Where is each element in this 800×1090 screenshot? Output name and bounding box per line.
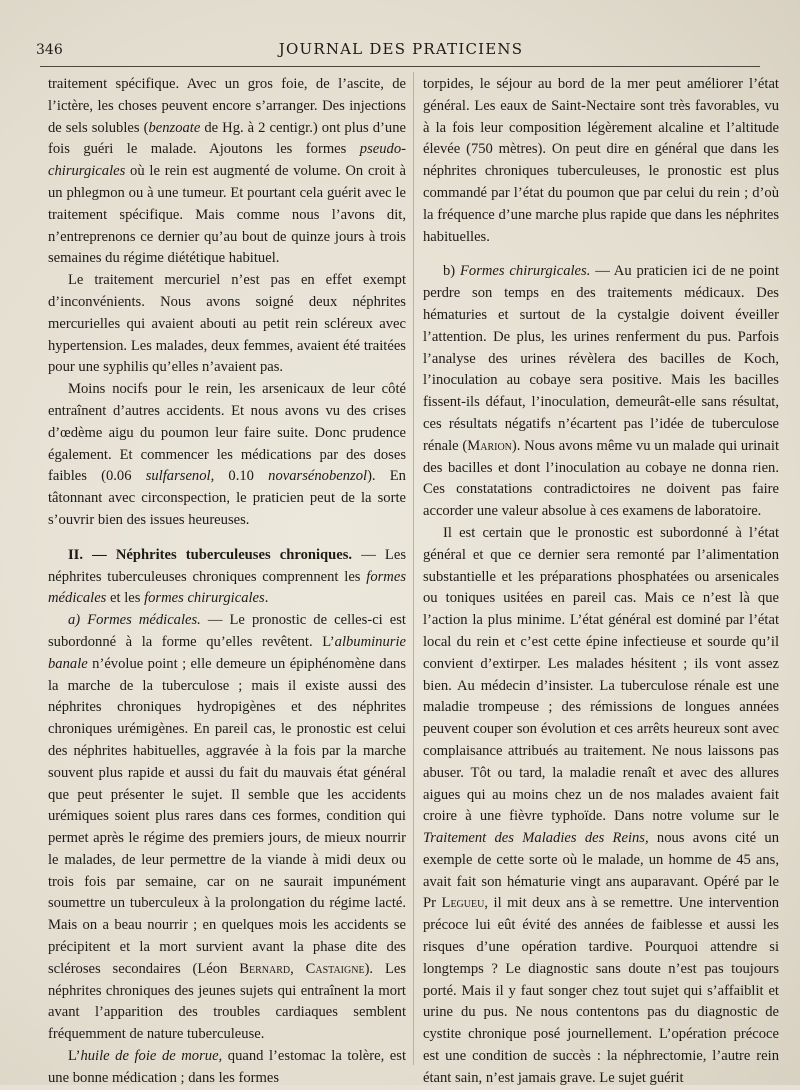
paragraph: Le traitement mercuriel n’est pas en effet exempt d’inconvénients. Nous avons soigné deux néphrites mercurielles qui avaient abouti au petit rein scléreux avec hypertension. Les malades, deux femmes, avaient été traitées pour une syphilis qu’elles n’avaient pas. [48, 272, 406, 376]
paragraph: a) Formes médicales. — Le pronostic de celles-ci est subordonné à la forme qu’elles revêtent. L’albuminurie banale n’évolue point ; elle demeure un épiphénomène dans la marche de la tuberculose ; mais il existe aussi des néphrites chroniques hydropigènes et des néphrites chroniques urémigènes. En pareil cas, le pronostic est celui des néphrites habituelles, aggravée à la fois par la marche souvent plus rapide et aussi du fait du mauvais état général que peut présenter le sujet. Il semble que les accidents urémiques soient plus rares dans ces formes, condition qui permet après le régime des premiers jours, de mieux nourrir le malades, de leur permettre de la viande à midi deux ou trois fois par semaine, car on ne saurait impunément soumettre un tuberculeux à la prolongation du régime lacté. Mais on a beau nourrir ; en quelques mois les accidents se précipitent et la mort survient avant la phase dite des scléroses secondaires (Léon Bernard, Castaigne). Les néphrites chroniques des jeunes sujets qui entraînent la mort avant l’apparition des troubles cardiaques semblent fréquemment de nature tuberculeuse. [48, 612, 407, 1043]
paragraph: L’huile de foie de morue, quand l’estomac la tolère, est une bonne médication ; dans les formes [48, 1048, 406, 1086]
paragraph: torpides, le séjour au bord de la mer peut améliorer l’état général. Les eaux de Saint-Nectaire sont très favorables, vu à la fois leur composition légèrement alcaline et l’altitude élevée (750 mètres). On peut dire en général que dans les néphrites chroniques tuberculeuses, le pronostic est plus commandé par l’état du poumon que par celui du rein ; d’où la fréquence d’une marche plus rapide que dans les néphrites habituelles. [423, 76, 779, 245]
section-heading: II. — Néphrites tuberculeuses chroniques. [68, 546, 353, 563]
column-gutter [413, 72, 414, 1065]
right-column [423, 74, 780, 1086]
section-paragraph: II. — Néphrites tuberculeuses chroniques. — Les néphrites tuberculeuses chroniques comprennent les formes médicales et les formes chirurgicales. [48, 546, 406, 607]
header-rule [40, 66, 760, 67]
left-column [48, 74, 407, 1086]
page-header [32, 40, 770, 62]
page-number: 346 [36, 42, 63, 58]
paragraph: b) Formes chirurgicales. — Au praticien ici de ne point perdre son temps en des traitements médicaux. Des hématuries et surtout de la cystalgie doivent éveiller l’attention. De plus, les urines renferment du pus. Parfois l’analyse des urines révèlera des bacilles de Koch, l’inoculation au cobaye sera positive. Mais les bacilles fissent-ils défaut, l’inoculation, demeurât-elle sans résultat, ces résultats négatifs n’écartent pas l’idée de tuberculose rénale (Marion). Nous avons même vu un malade qui urinait des bacilles et dont l’inoculation au cobaye ne donna rien. Ces constatations contradictoires ne doivent pas faire accorder une valeur absolue à ces examens de laboratoire. [423, 263, 780, 520]
running-title: JOURNAL DES PRATICIENS [278, 40, 524, 58]
paragraph: traitement spécifique. Avec un gros foie, de l’ascite, de l’ictère, les choses peuvent encore s’arranger. Des injections de sels solubles (benzoate de Hg. à 2 centigr.) ont plus d’une fois guéri le malade. Ajoutons les formes pseudo-chirurgicales où le rein est augmenté de volume. On croit à un phlegmon ou à une tumeur. Et pourtant cela guérit avec le traitement spécifique. Mais comme nous l’avons dit, n’entreprenons ce dernier qu’au bout de quinze jours à trois semaines du régime diététique habituel. [48, 76, 406, 267]
paragraph: Moins nocifs pour le rein, les arsenicaux de leur côté entraînent d’autres accidents. Et nous avons vu des crises d’œdème aigu du poumon leur faire suite. Donc prudence également. Et commencer les médications par des doses faibles (0.06 sulfarsenol, 0.10 novarsénobenzol). En tâtonnant avec circonspection, le praticien peut de la sorte s’ouvrir bien des issues heureuses. [48, 381, 406, 528]
paragraph: Il est certain que le pronostic est subordonné à l’état général et que ce dernier sera remonté par l’alimentation substantielle et les préparations phosphatées ou arsenicales ou toniques usitées en pareil cas. Mais ce n’est là que l’action la plus minime. L’état général est dominé par l’état local du rein et c’est cette épine infectieuse et sourde qu’il convient d’extirper. Les malades hésitent ; ils vont assez bien. Au médecin d’insister. La tuberculose rénale est une maladie trompeuse ; des rémissions de longues années peuvent couper son évolution et ces arrêts heureux sont avec complaisance attribués au traitement. Ne nous laissons pas abuser. Tôt ou tard, la maladie renaît et avec des allures aigues qui au moins chez un de nos malades avaient fait croire à une fièvre typhoïde. Dans notre volume sur le Traitement des Maladies des Reins, nous avons cité un exemple de cette sorte où le malade, un homme de 45 ans, avait fait son hématurie vingt ans auparavant. Opéré par le Pr Legueu, il mit deux ans à se remettre. Une intervention précoce lui eût évité des années de faiblesse et aussi les risques d’une opération tardive. Pourquoi attendre si longtemps ? Le diagnostic sans doute n’est pas toujours porté. Mais il y faut songer chez tout sujet qui s’affaiblit et urine du pus. Ne nous contentons pas du diagnostic de cystite chronique posé journellement. L’opération précoce est une condition de succès : la néphrectomie, l’autre rein étant sain, n’est jamais grave. Le sujet guérit [423, 524, 780, 1086]
